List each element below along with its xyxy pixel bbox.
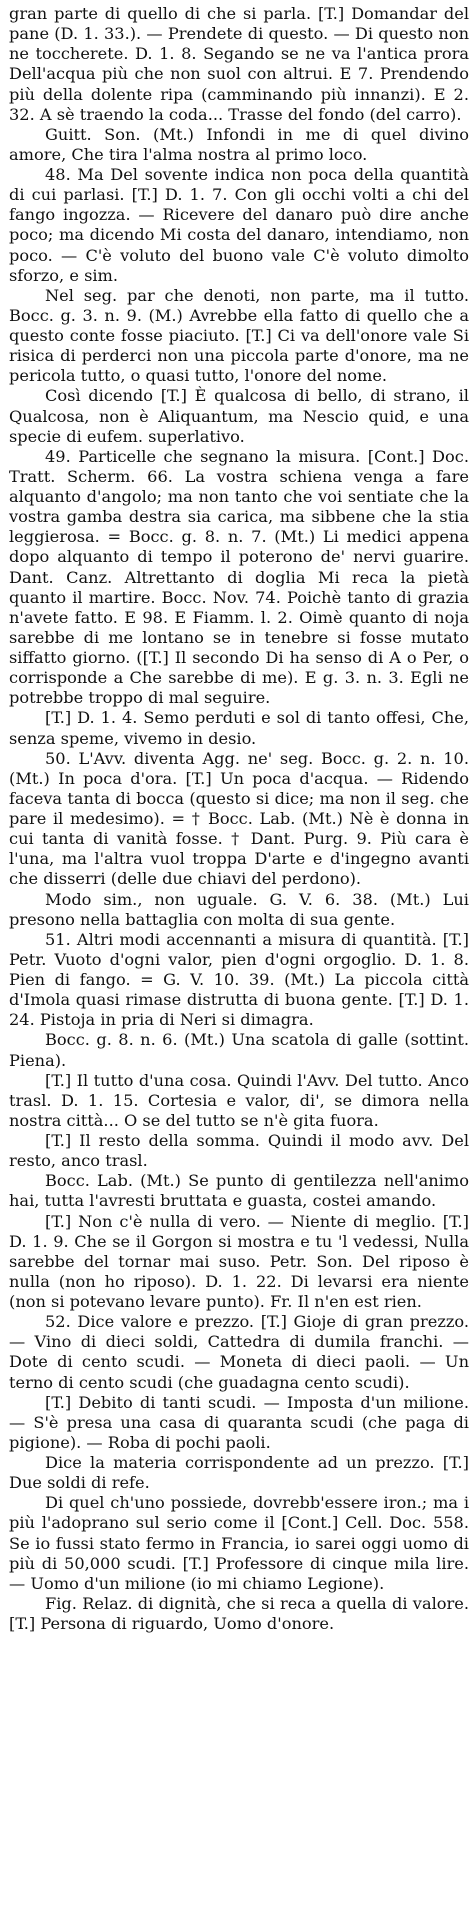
paragraph-51: 51. Altri modi accennanti a misura di quantità. [T.] Petr. Vuoto d'ogni valor, pien d'ogni orgoglio. D. 1. 8. Pien di fango. = G. V. 10. 39. (Mt.) La piccola città d'Imola quasi rimase distrutta di buona gente. [T.] D. 1. 24. Pistoja in pria di Neri si dimagra. — [9, 929, 469, 1030]
paragraph-52: 52. Dice valore e prezzo. [T.] Gioje di gran prezzo. — Vino di dieci soldi, Cattedra di dumila franchi. — Dote di cento scudi. — Moneta di dieci paoli. — Un terno di cento scudi (che guadagna cento scudi). — [9, 1312, 469, 1392]
paragraph-52-d: Di quel ch'uno possiede, dovrebb'essere iron.; ma i più l'adoprano sul serio come il [Cont.] Cell. Doc. 558. Se io fussi stato fermo in Francia, io sarei oggi uomo di più di 50,000 scudi. [T.] Professore di cinque mila lire. — Uomo d'un milione (io mi chiamo Legione). — [9, 1493, 469, 1593]
paragraph-51-e: Bocc. Lab. (Mt.) Se punto di gentilezza nell'animo hai, tutta l'avresti bruttata e guasta, costei amando. — [9, 1171, 469, 1211]
paragraph-50: 50. L'Avv. diventa Agg. ne' seg. Bocc. g. 2. n. 10. (Mt.) In poca d'ora. [T.] Un poca d'acqua. — Ridendo faceva tanta di bocca (questo si dice; ma non il seg. che pare il medesimo). = † Bocc. Lab. (Mt.) Nè è donna in cui tanta di vanità fosse. † Dant. Purg. 9. Più cara è l'una, ma l'altra vuol troppa D'arte e d'ingegno avanti che disserri (delle due chiavi del perdono). — [9, 748, 469, 889]
paragraph-51-b: Bocc. g. 8. n. 6. (Mt.) Una scatola di galle (sottint. Piena). — [9, 1030, 469, 1070]
paragraph-52-b: [T.] Debito di tanti scudi. — Imposta d'un milione. — S'è presa una casa di quaranta scudi (che paga di pigione). — Roba di pochi paoli. — [9, 1392, 469, 1452]
paragraph-52-c: Dice la materia corrispondente ad un prezzo. [T.] Due soldi di refe. — [9, 1453, 469, 1493]
paragraph-51-f: [T.] Non c'è nulla di vero. — Niente di meglio. [T.] D. 1. 9. Che se il Gorgon si mostra e tu 'l vedessi, Nulla sarebbe del tornar mai suso. Petr. Son. Del riposo è nulla (non ho riposo). D. 1. 22. Di levarsi era niente (non si potevano levare punto). Fr. Il n'en est rien. — [9, 1211, 469, 1311]
paragraph-51-d: [T.] Il resto della somma. Quindi il modo avv. Del resto, anco trasl. — [9, 1131, 469, 1171]
paragraph-49-b: [T.] D. 1. 4. Semo perduti e sol di tanto offesi, Che, senza speme, vivemo in desio. — [9, 708, 469, 748]
paragraph-52-e: Fig. Relaz. di dignità, che si reca a quella di valore. [T.] Persona di riguardo, Uomo d'onore. — [9, 1593, 469, 1633]
paragraph-50-b: Modo sim., non uguale. G. V. 6. 38. (Mt.) Lui presono nella battaglia con molta di sua gente. — [9, 889, 469, 929]
paragraph-2: Guitt. Son. (Mt.) Infondi in me di quel divino amore, Che tira l'alma nostra al primo loco. — [9, 124, 469, 164]
paragraph-48-seg: Nel seg. par che denoti, non parte, ma il tutto. Bocc. g. 3. n. 9. (M.) Avrebbe ella fatto di quello che a questo conte fosse piaciuto. [T.] Ci va dell'onore vale Si risica di perderci non una piccola parte d'onore, ma ne pericola tutto, o quasi tutto, l'onore del nome. — [9, 285, 469, 386]
paragraph-51-c: [T.] Il tutto d'una cosa. Quindi l'Avv. Del tutto. Anco trasl. D. 1. 15. Cortesia e valor, di', se dimora nella nostra città... O se del tutto se n'è gita fuora. — [9, 1070, 469, 1130]
paragraph-49: 49. Particelle che segnano la misura. [Cont.] Doc. Tratt. Scherm. 66. La vostra schiena venga a fare alquanto d'angolo; ma non tanto che voi sentiate che la vostra gamba destra sia carica, ma sibbene che la stia leggierosa. = Bocc. g. 8. n. 7. (Mt.) Li medici appena dopo alquanto di tempo il poterono de' nervi guarire. Dant. Canz. Altrettanto di doglia Mi reca la pietà quanto il martire. Bocc. Nov. 74. Poichè tanto di grazia n'avete fatto. E 98. E Fiamm. l. 2. Oimè quanto di noja sarebbe di me lontano se in tenebre si fosse mutato siffatto giorno. ([T.] Il secondo Di ha senso di A o Per, o corrisponde a Che sarebbe di me). E g. 3. n. 3. Egli ne potrebbe troppo di mal seguire. — [9, 446, 469, 708]
paragraph-cosi-dicendo: Così dicendo [T.] È qualcosa di bello, di strano, il Qualcosa, non è Aliquantum, ma Nescio quid, e una specie di eufem. superlativo. — [9, 386, 469, 446]
paragraph-48: 48. Ma Del sovente indica non poca della quantità di cui parlasi. [T.] D. 1. 7. Con gli occhi volti a chi del fango ingozza. — Ricevere del danaro può dire anche poco; ma dicendo Mi costa del danaro, intendiamo, non poco. — C'è voluto del buono vale C'è voluto dimolto sforzo, e sim. — [9, 165, 469, 285]
paragraph-1: gran parte di quello di che si parla. [T.] Domandar del pane (D. 1. 33.). — Prendete di questo. — Di questo non ne toccherete. D. 1. 8. Segando se ne va l'antica prora Dell'acqua più che non suol con altrui. E 7. Prendendo più della dolente ripa (camminando più innanzi). E 2. 32. A sè traendo la coda... Trasse del fondo (del carro). — [9, 4, 469, 124]
